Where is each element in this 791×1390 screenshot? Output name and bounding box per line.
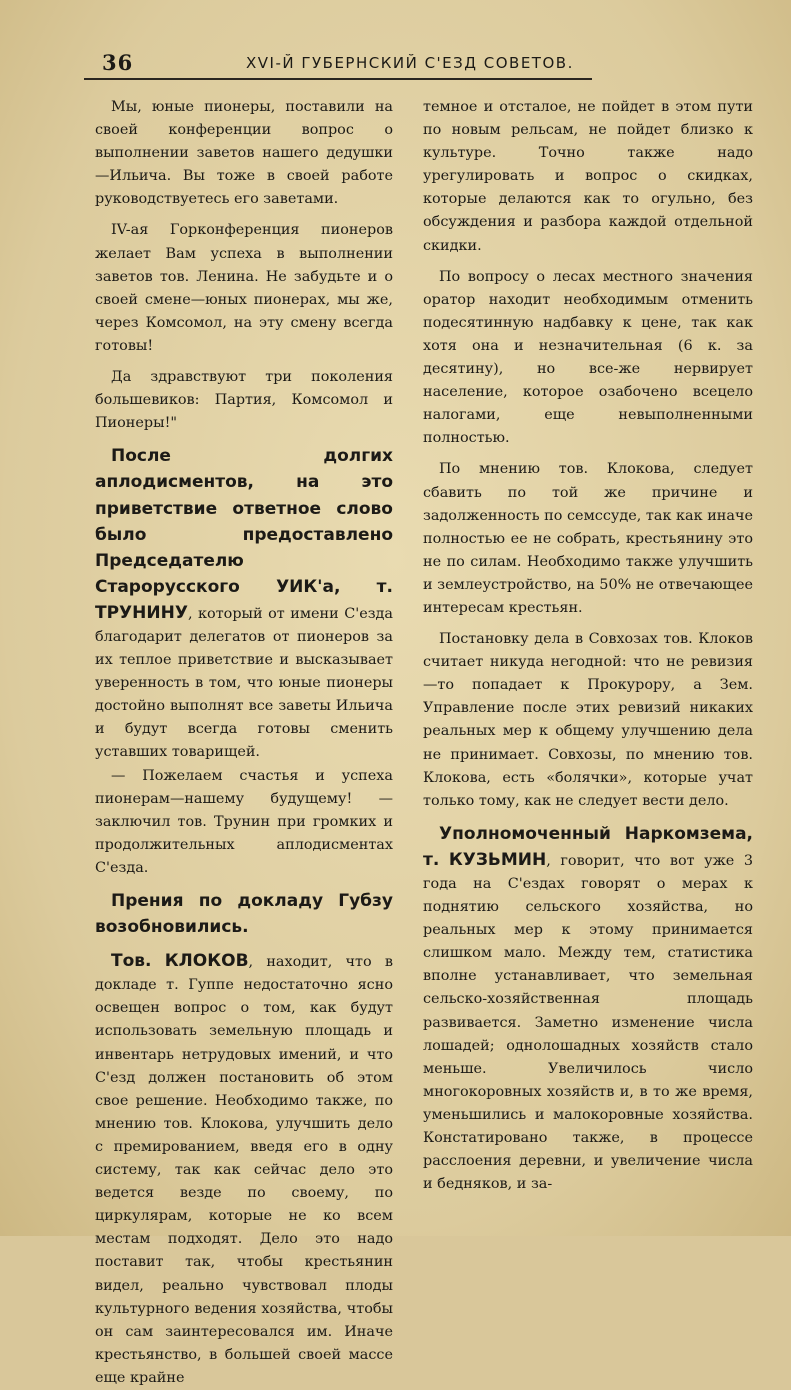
paragraph-lead: Тов. (111, 951, 152, 972)
paragraph-rest: , говорит, что вот уже 3 года на С'ездах говорят о мерах к поднятию сельского хозяйства, но реальных мер к этому принимается слишком мало. Между тем, статистика вполне устанавливает, что земельная сельско-хозяйственная площадь развивается. Заметно изменение числа лошадей; однолошадных хозяйств стало меньше. Увеличилось число многокоровных хозяйств и, в то же время, уменьшились и малокоровные хозяйства. Констатировано также, в процессе расслоения деревни, и увеличение числа и бедняков, и за- (423, 852, 754, 1193)
page-header (96, 48, 588, 78)
paragraph (95, 948, 393, 1390)
paragraph-rest: , который от имени С'езда благодарит делегатов от пионеров за их теплое приветствие и высказывает уверенность в том, что юные пионеры достойно выполнят все заветы Ильича и будут всегда готовы сменить уставших товарищей. (95, 605, 393, 761)
paragraph-lead: После долгих аплодисментов, на это приветствие ответное слово было предоставлено Председателю Старорусского УИК'а, т. (95, 446, 393, 597)
paragraph-rest: , находит, что в докладе т. Гуппе недостаточно ясно освещен вопрос о том, как будут использовать земельную площадь и инвентарь нетрудовых имений, и что С'езд должен постановить об этом свое решение. Необходимо также, по мнению тов. Клокова, улучшить дело с премированием, введя его в одну систему, так как сейчас дело это ведется везде по своему, по циркулярам, которые не ко всем местам подходят. Дело это надо поставит так, чтобы крестьянин видел, реально чувствовал плоды культурного ведения хозяйства, чтобы он сам заинтересовался им. Иначе крестьянство, в большей своей массе еще крайне (95, 954, 394, 1386)
right-column (423, 96, 753, 1196)
paragraph (423, 821, 753, 1197)
paragraph: По мнению тов. Клокова, следует сбавить по той же причине и задолженность по семссуде, так как иначе полностью ее не собрать, крестьянину это не по силам. Необходимо также улучшить и землеустройство, на 50% не отвечающее интересам крестьян. (423, 461, 753, 616)
paragraph: темное и отсталое, не пойдет в этом пути по новым рельсам, не пойдет близко к культуре. Точно также надо урегулировать и вопрос о скидках, которые делаются как то огульно, без обсуждения и разбора каждой отдельной скидки. (423, 99, 753, 254)
speaker-name: ТРУНИНУ (95, 602, 188, 623)
header-rule (84, 78, 592, 80)
paragraph-bold (95, 443, 393, 764)
paragraph-lead: Уполномоченный Наркомзема, т. (423, 823, 753, 870)
paragraph: Да здравствуют три поколения большевиков: Партия, Комсомол и Пионеры!" (95, 369, 393, 432)
paragraph: — Пожелаем счастья и успеха пионерам—нашему будущему! — заключил тов. Трунин при громких и продолжительных аплодисментах С'езда. (95, 767, 393, 876)
paragraph: IV-ая Горконференция пионеров желает Вам успеха в выполнении заветов тов. Ленина. Не забудьте и о своей смене—юных пионерах, мы же, через Комсомол, на эту смену всегда готовы! (95, 222, 393, 354)
paragraph: По вопросу о лесах местного значения оратор находит необходимым отменить подесятинную надбавку к цене, так как хотя она и незначительная (6 к. за десятину), но все-же нервирует население, которое озабочено всецело налогами, еще невыполненными полностью. (423, 268, 753, 447)
section-subheading: Прения по докладу Губзу возобновились. (95, 891, 393, 938)
running-head: XVI-Й ГУБЕРНСКИЙ С'ЕЗД СОВЕТОВ. (246, 54, 574, 72)
paragraph: Постановку дела в Совхозах тов. Клоков считает никуда негодной: что не ревизия—то попадает к Прокурору, а Зем. Управление после этих ревизий никаких реальных мер к общему улучшению дела не принимает. Совхозы, по мнению тов. Клокова, есть «болячки», которые учат только тому, как не следует вести дело. (423, 631, 753, 809)
paragraph: Мы, юные пионеры, поставили на своей конференции вопрос о выполнении заветов нашего дедушки—Ильича. Вы тоже в своей работе руководствуетесь его заветами. (95, 99, 393, 208)
speaker-name: КУЗЬМИН (448, 849, 547, 870)
left-column (95, 96, 393, 1390)
page-number: 36 (102, 50, 134, 75)
speaker-name: КЛОКОВ (164, 951, 249, 972)
